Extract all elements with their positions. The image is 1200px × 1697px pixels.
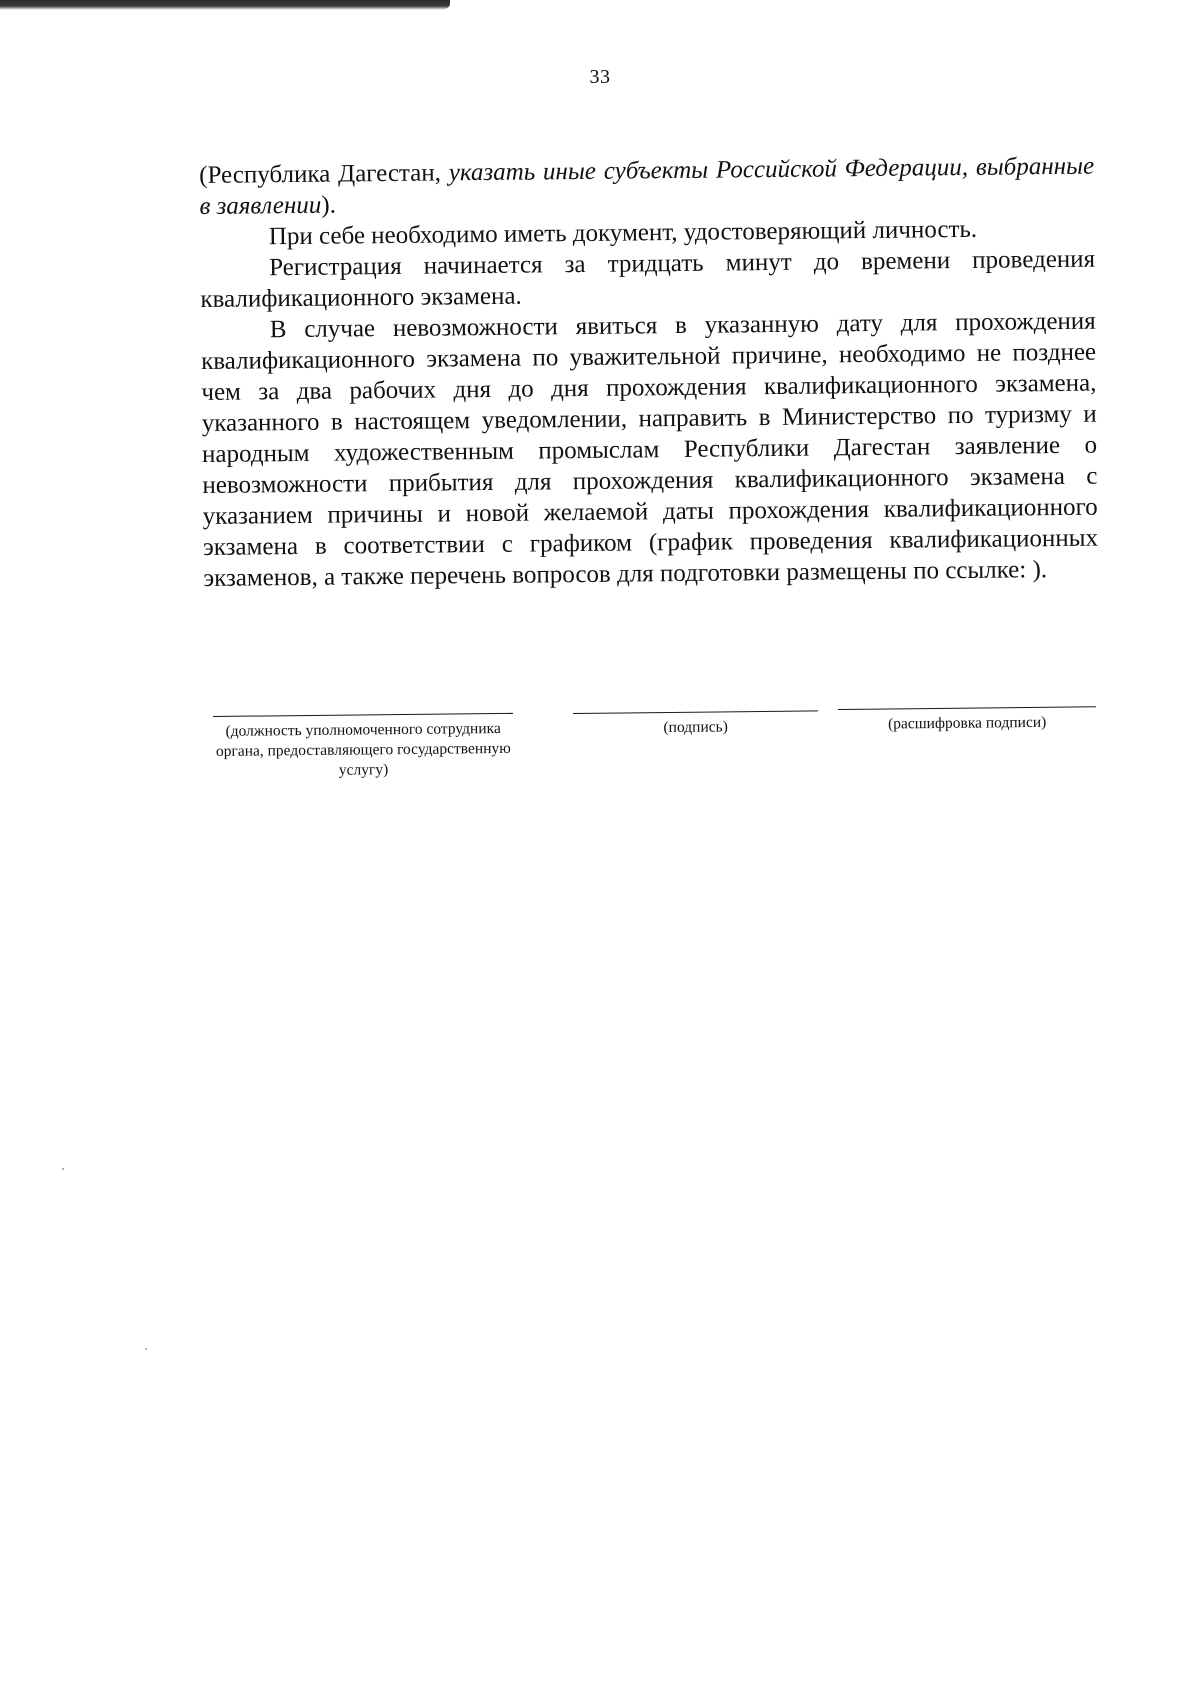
paragraph-regions-instruction: указать иные субъекты Российской Федерации, выбранные в заявлении [199,152,1095,220]
position-caption: (должность уполномоченного сотрудника органа, предоставляющего государственную услугу) [215,719,511,779]
scan-speck [145,1348,147,1350]
paragraph-identity-document: При себе необходимо иметь документ, удостоверяющий личность. [268,215,978,251]
paragraph-regions-start: (Республика Дагестан, [199,159,449,189]
signature-decode-block [838,706,1096,735]
scan-edge-artifact [0,0,450,10]
paragraph-regions [199,151,1095,222]
document-body [199,151,1098,594]
signature-caption: (подпись) [663,718,728,737]
paragraph-absence-procedure: В случае невозможности явиться в указанную дату для прохождения квалификационного экзамена по уважительной причине, необходимо не позднее чем за два рабочих дня до дня прохождения квалификационного экзамена, указанного в настоящем уведомлении, направить в Министерство по туризму и народным художественным промыслам Республики Дагестан заявление о невозможности прибытия для прохождения квалификационного экзамена с указанием причины и новой желаемой даты прохождения квалификационного экзамена в соответствии с графиком (график проведения квалификационных экзаменов, а также перечень вопросов для подготовки размещены по ссылке: ). [200,307,1099,592]
position-blank-line [213,713,513,717]
signature-block [573,710,818,739]
signature-position-block [213,713,514,782]
decode-caption: (расшифровка подписи) [887,713,1047,733]
paragraph-registration: Регистрация начинается за тридцать минут до времени проведения квалификационного экзамена. [200,245,1096,313]
paragraph-regions-end: ). [321,191,337,219]
signature-blank-line [573,710,818,714]
scan-speck [62,1168,64,1170]
decode-blank-line [838,706,1096,710]
page-number: 33 [589,66,611,88]
